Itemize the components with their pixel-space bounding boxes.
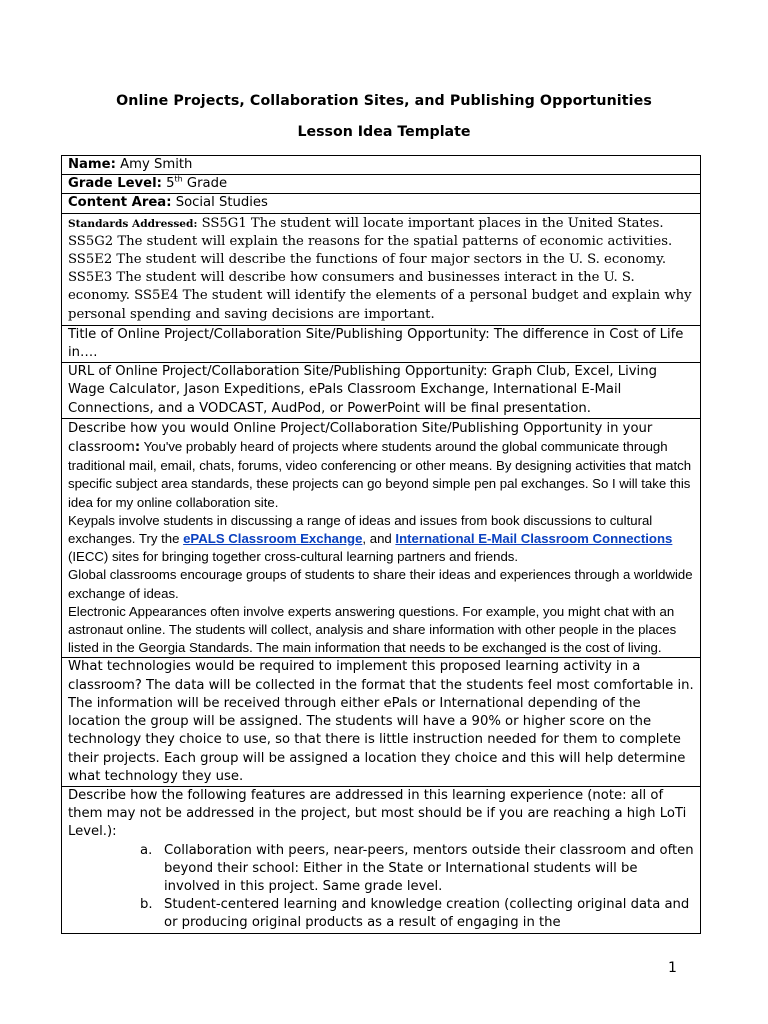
- name-value: Amy Smith: [120, 157, 193, 172]
- feature-marker: a.: [140, 842, 153, 858]
- describe-lead: Describe how you would Online Project/Collaboration Site/Publishing Opportunity in your classroom: [68, 420, 653, 456]
- describe-paragraph-3: Global classrooms encourage groups of students to share their ideas and experiences through a worldwide exchange of ideas.: [68, 567, 693, 601]
- describe-paragraph-2b: , and: [362, 531, 396, 547]
- project-title-text: Title of Online Project/Collaboration Site/Publishing Opportunity: The difference in Cost of Life in….: [62, 325, 701, 362]
- feature-text: Collaboration with peers, near-peers, mentors outside their classroom and often beyond their school: Either in the State or International students will be involved in this project. Same grade level.: [164, 842, 694, 894]
- feature-item: [140, 842, 694, 897]
- lesson-template-table: [61, 155, 701, 934]
- feature-marker: b.: [140, 897, 153, 913]
- grade-row: [62, 175, 701, 194]
- grade-suffix: th: [174, 174, 183, 184]
- describe-colon: :: [134, 440, 141, 456]
- describe-row: [62, 418, 701, 658]
- content-area-value: Social Studies: [175, 195, 268, 211]
- feature-text: Student-centered learning and knowledge creation (collecting original data and or producing original products as a result of engaging in the: [164, 897, 690, 931]
- standards-label: Standards Addressed:: [68, 217, 198, 230]
- document-title: Online Projects, Collaboration Sites, and Publishing Opportunities: [116, 93, 652, 109]
- grade-number: 5: [166, 176, 175, 192]
- features-list: [68, 842, 694, 933]
- standards-row: [62, 213, 701, 325]
- grade-label: Grade Level:: [68, 176, 162, 192]
- describe-paragraph-4: Electronic Appearances often involve experts answering questions. For example, you might chat with an astronaut online. The students will collect, analysis and share information with other people in the places listed in the Georgia Standards. The main information that needs to be exchanged is the cost of living.: [68, 603, 677, 656]
- iecc-link[interactable]: International E-Mail Classroom Connections: [395, 531, 673, 547]
- technologies-row: [62, 658, 701, 786]
- features-intro: Describe how the following features are addressed in this learning experience (note: all of them may not be addressed in the project, but most should be if you are reaching a high LoTi Level.):: [68, 787, 687, 840]
- name-row: [62, 156, 701, 175]
- standards-text: SS5G1 The student will locate important places in the United States. SS5G2 The student will explain the reasons for the spatial patterns of economic activities. SS5E2 The student will describe the functions of four major sectors in the U. S. economy. SS5E3 The student will describe how consumers and businesses interact in the U. S. economy. SS5E4 The student will identify the elements of a personal budget and explain why personal spending and saving decisions are important.: [68, 215, 692, 322]
- grade-value: [166, 176, 227, 191]
- describe-paragraph-1: You've probably heard of projects where students around the global communicate through traditional mail, email, chats, forums, video conferencing or other means. By designing activities that match specific subject area standards, these projects can go beyond simple pen pal exchanges. So I will take this idea for my online collaboration site.: [68, 439, 692, 510]
- content-area-label: Content Area:: [68, 195, 172, 211]
- describe-paragraph-2a: Keypals involve students in discussing a range of ideas and issues from book discussions to cultural exchanges. Try the: [68, 512, 653, 547]
- feature-item: [140, 896, 694, 932]
- project-title-row: [62, 325, 701, 362]
- page-number: 1: [668, 960, 677, 976]
- name-label: Name:: [68, 157, 116, 172]
- url-row: [62, 363, 701, 419]
- describe-paragraph-2c: (IECC) sites for bringing together cross-cultural learning partners and friends.: [68, 549, 519, 565]
- technologies-text: What technologies would be required to implement this proposed learning activity in a classroom? The data will be collected in the format that the students feel most comfortable in. The information will be received through either ePals or International depending of the location the group will be assigned. The students will have a 90% or higher score on the technology they choice to use, so that there is little instruction needed for them to complete their projects. Each group will be assigned a location they choice and this will help determine what technology they use.: [62, 658, 701, 786]
- grade-word: Grade: [186, 176, 228, 192]
- features-row: [62, 786, 701, 933]
- url-text: URL of Online Project/Collaboration Site/Publishing Opportunity: Graph Club, Excel, Living Wage Calculator, Jason Expeditions, ePals Classroom Exchange, International E-Mail Connections, and a VODCAST, AudPod, or PowerPoint will be final presentation.: [62, 363, 701, 419]
- content-area-row: [62, 194, 701, 213]
- epals-link[interactable]: ePALS Classroom Exchange: [183, 531, 363, 547]
- document-subtitle: Lesson Idea Template: [297, 124, 471, 140]
